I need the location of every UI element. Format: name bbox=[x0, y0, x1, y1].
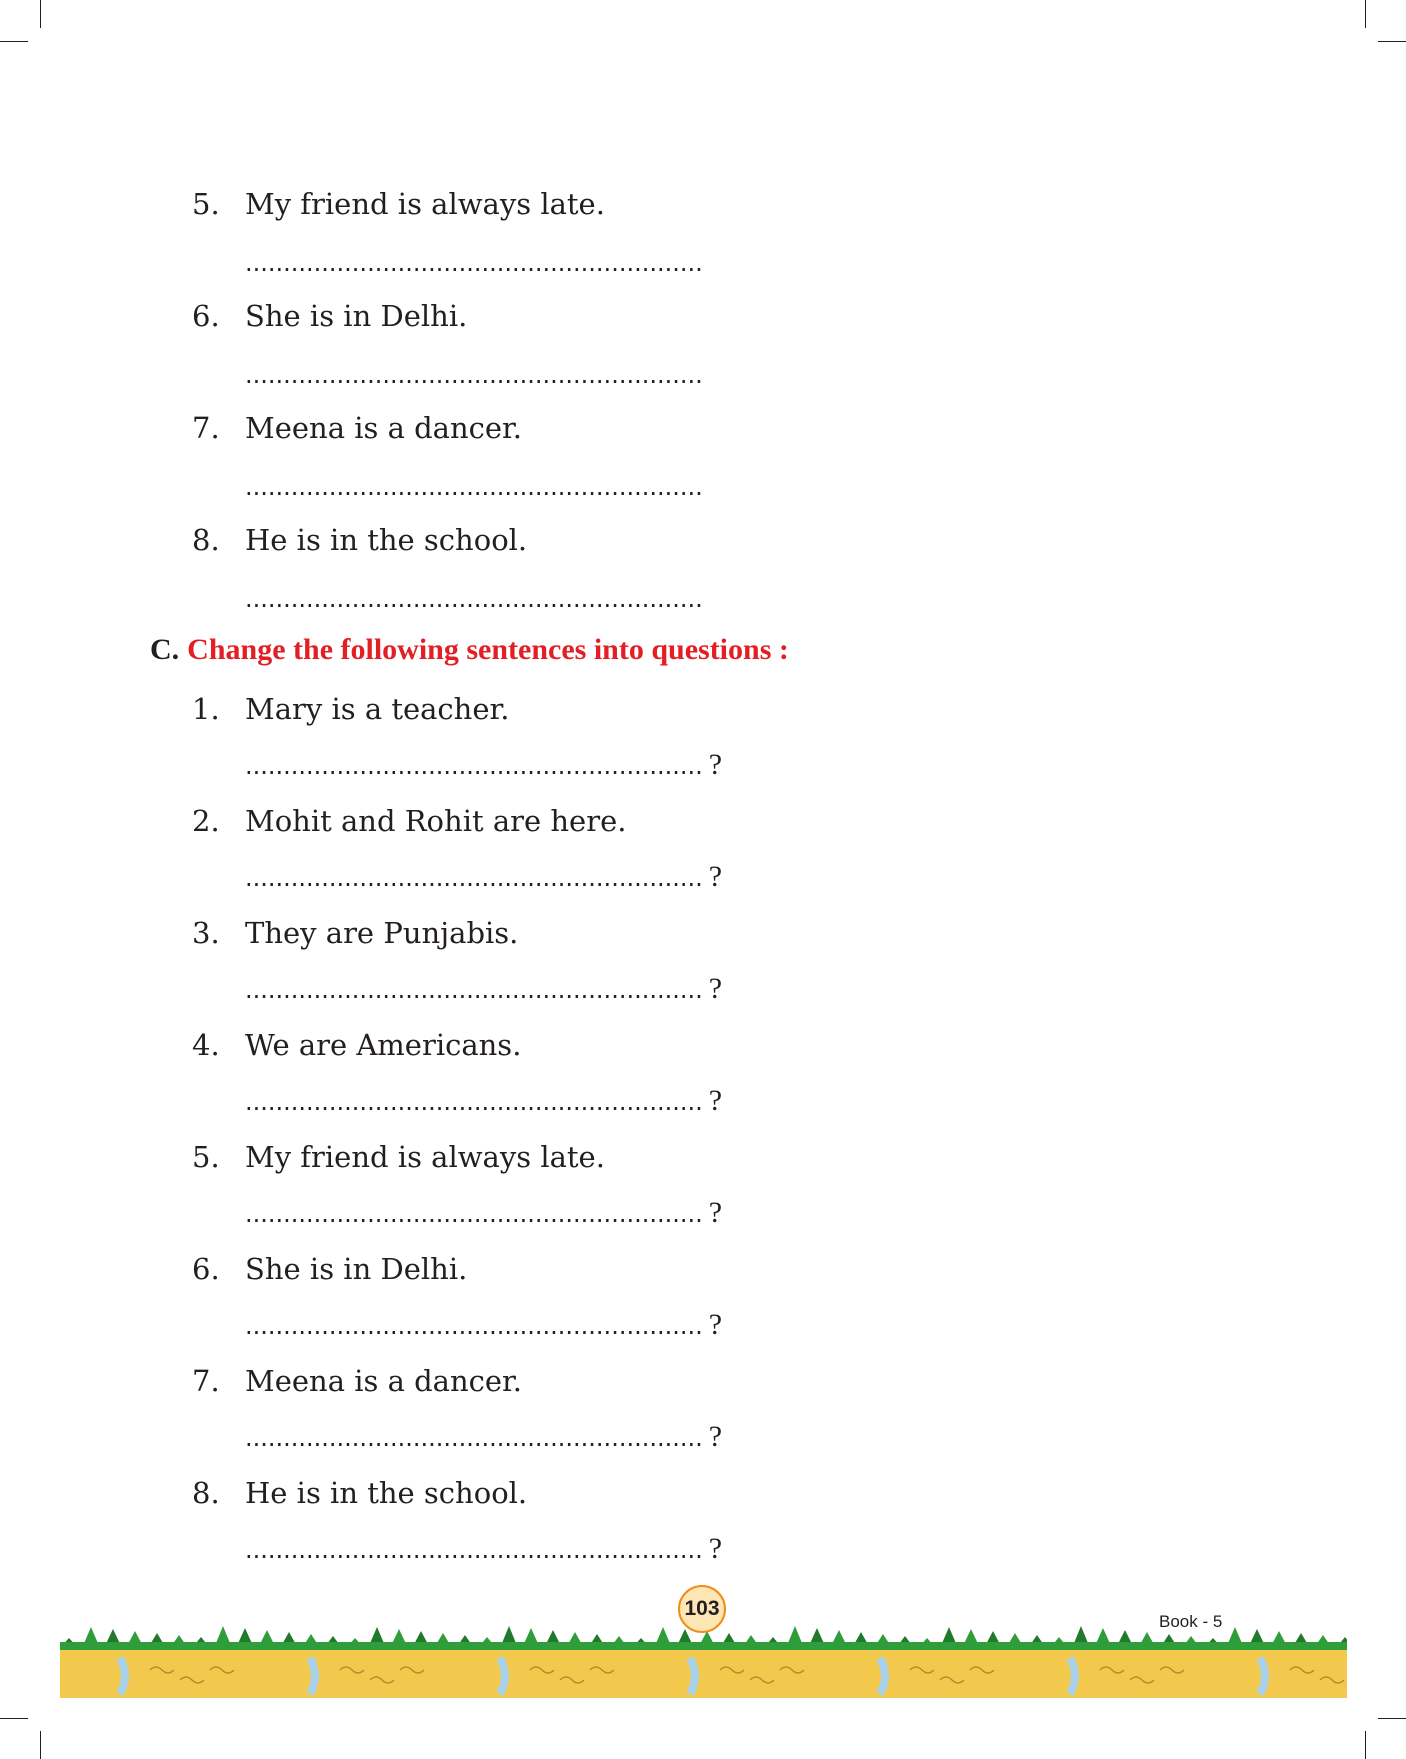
crop-mark-top-right-v bbox=[1365, 0, 1366, 28]
crop-mark-bottom-right-h bbox=[1378, 1718, 1406, 1719]
item-number: 8. bbox=[192, 1476, 220, 1510]
item-text: Mary is a teacher. bbox=[245, 692, 510, 726]
question-mark: ? bbox=[708, 972, 723, 1005]
answer-line: ............................................................ ? bbox=[245, 1532, 723, 1565]
list-item bbox=[192, 1251, 467, 1287]
item-text: She is in Delhi. bbox=[245, 1252, 468, 1286]
item-number: 4. bbox=[192, 1028, 220, 1062]
list-item bbox=[192, 298, 467, 334]
list-item bbox=[192, 1363, 522, 1399]
list-item bbox=[192, 1027, 521, 1063]
list-item bbox=[192, 1139, 605, 1175]
answer-line: ............................................................ bbox=[245, 585, 703, 613]
answer-line: ............................................................ bbox=[245, 361, 703, 389]
answer-line: ............................................................ ? bbox=[245, 1308, 723, 1341]
answer-line: ............................................................ ? bbox=[245, 1084, 723, 1117]
page-number-badge: 103 bbox=[678, 1585, 726, 1633]
section-c-heading bbox=[150, 633, 789, 667]
item-number: 6. bbox=[192, 299, 220, 333]
item-text: She is in Delhi. bbox=[245, 299, 468, 333]
book-label: Book - 5 bbox=[1159, 1612, 1223, 1631]
item-text: Mohit and Rohit are here. bbox=[245, 804, 627, 838]
question-mark: ? bbox=[708, 1084, 723, 1117]
crop-mark-bottom-left-v bbox=[40, 1731, 41, 1759]
item-text: They are Punjabis. bbox=[245, 916, 519, 950]
crop-mark-top-left-v bbox=[40, 0, 41, 28]
crop-mark-top-right-h bbox=[1378, 41, 1406, 42]
question-mark: ? bbox=[708, 1420, 723, 1453]
item-number: 5. bbox=[192, 1140, 220, 1174]
item-number: 3. bbox=[192, 916, 220, 950]
list-item bbox=[192, 186, 605, 222]
list-item bbox=[192, 1475, 527, 1511]
question-mark: ? bbox=[708, 748, 723, 781]
answer-line: ............................................................ ? bbox=[245, 748, 723, 781]
question-mark: ? bbox=[708, 1308, 723, 1341]
answer-line: ............................................................ bbox=[245, 473, 703, 501]
answer-line: ............................................................ ? bbox=[245, 1420, 723, 1453]
item-text: Meena is a dancer. bbox=[245, 1364, 522, 1398]
list-item bbox=[192, 410, 522, 446]
section-letter: C. bbox=[150, 633, 180, 666]
item-text: My friend is always late. bbox=[245, 1140, 605, 1174]
item-text: He is in the school. bbox=[245, 1476, 528, 1510]
item-number: 6. bbox=[192, 1252, 220, 1286]
crop-mark-bottom-right-v bbox=[1365, 1731, 1366, 1759]
question-mark: ? bbox=[708, 1532, 723, 1565]
item-number: 1. bbox=[192, 692, 220, 726]
section-title: Change the following sentences into questions : bbox=[187, 633, 789, 666]
item-number: 7. bbox=[192, 1364, 220, 1398]
answer-line: ............................................................ bbox=[245, 249, 703, 277]
item-number: 7. bbox=[192, 411, 220, 445]
answer-line: ............................................................ ? bbox=[245, 860, 723, 893]
item-text: We are Americans. bbox=[245, 1028, 522, 1062]
answer-line: ............................................................ ? bbox=[245, 1196, 723, 1229]
crop-mark-bottom-left-h bbox=[0, 1718, 28, 1719]
question-mark: ? bbox=[708, 860, 723, 893]
question-mark: ? bbox=[708, 1196, 723, 1229]
list-item bbox=[192, 803, 626, 839]
item-text: My friend is always late. bbox=[245, 187, 605, 221]
list-item bbox=[192, 691, 509, 727]
crop-mark-top-left-h bbox=[0, 41, 28, 42]
item-text: He is in the school. bbox=[245, 523, 528, 557]
sand-strip bbox=[60, 1650, 1347, 1698]
list-item bbox=[192, 915, 518, 951]
item-number: 8. bbox=[192, 523, 220, 557]
list-item bbox=[192, 522, 527, 558]
item-text: Meena is a dancer. bbox=[245, 411, 522, 445]
answer-line: ............................................................ ? bbox=[245, 972, 723, 1005]
item-number: 2. bbox=[192, 804, 220, 838]
item-number: 5. bbox=[192, 187, 220, 221]
